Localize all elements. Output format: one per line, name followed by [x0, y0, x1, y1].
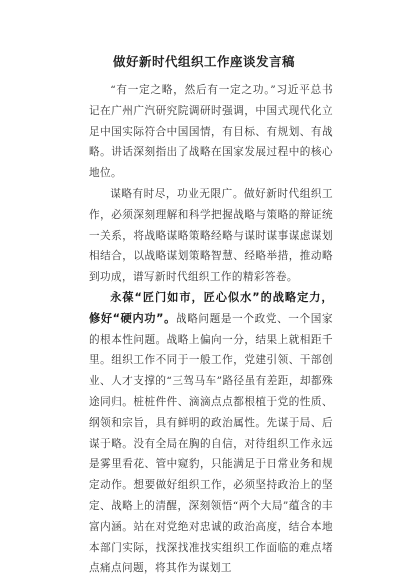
- paragraph-2: [89, 184, 333, 288]
- paragraph-3-text: 战略问题是一个政党、一个国家的根本性问题。战略上偏向一分，结果上就相距千里。组织工作不同于一般工作，党建引领、干部创业、人才支撑的“三驾马车”路径虽有差距，却都殊途同归。桩桩件件、滴滴点点都根植于党的性质、纲领和宗旨，具有鲜明的政治属性。先谋于局、后谋于略。没有全局在胸的自信，对待组织工作永远是雾里看花、管中窥豹，只能满足于日常业务和规定动作。想要做好组织工作，必须坚持政治上的坚定、战略上的清醒，深刻领悟“两个大局”蕴含的丰富内涵。站在对党绝对忠诚的政治高度，结合本地本部门实际，找深找准找实组织工作面临的难点堵点痛点问题，将其作为谋划工: [89, 312, 334, 575]
- paragraph-1-text: “有一定之略，然后有一定之功。”习近平总书记在广州广汽研究院调研时强调，中国式现代化立足中国实际符合中国国情，有目标、有规划、有战略。讲话深刻指出了战略在国家发展过程中的核心地位。: [89, 84, 333, 180]
- paragraph-1: [89, 80, 333, 184]
- paragraph-2-text: 谋略有时尽，功业无限广。做好新时代组织工作，必须深刻理解和科学把握战略与策略的辩证统一关系，将战略谋略策略经略与谋时谋事谋虑谋划相结合，以战略谋划策略智慧、经略举措，推动略到功成，谱写新时代组织工作的精彩答卷。: [89, 187, 333, 284]
- paragraph-3: [89, 288, 333, 579]
- paragraph-3-heading: 永葆“匠门如市，匠心似水”的战略定力，修好“硬内功”。: [89, 290, 333, 325]
- document-title: 做好新时代组织工作座谈发言稿: [112, 54, 295, 69]
- document-body: [89, 80, 333, 579]
